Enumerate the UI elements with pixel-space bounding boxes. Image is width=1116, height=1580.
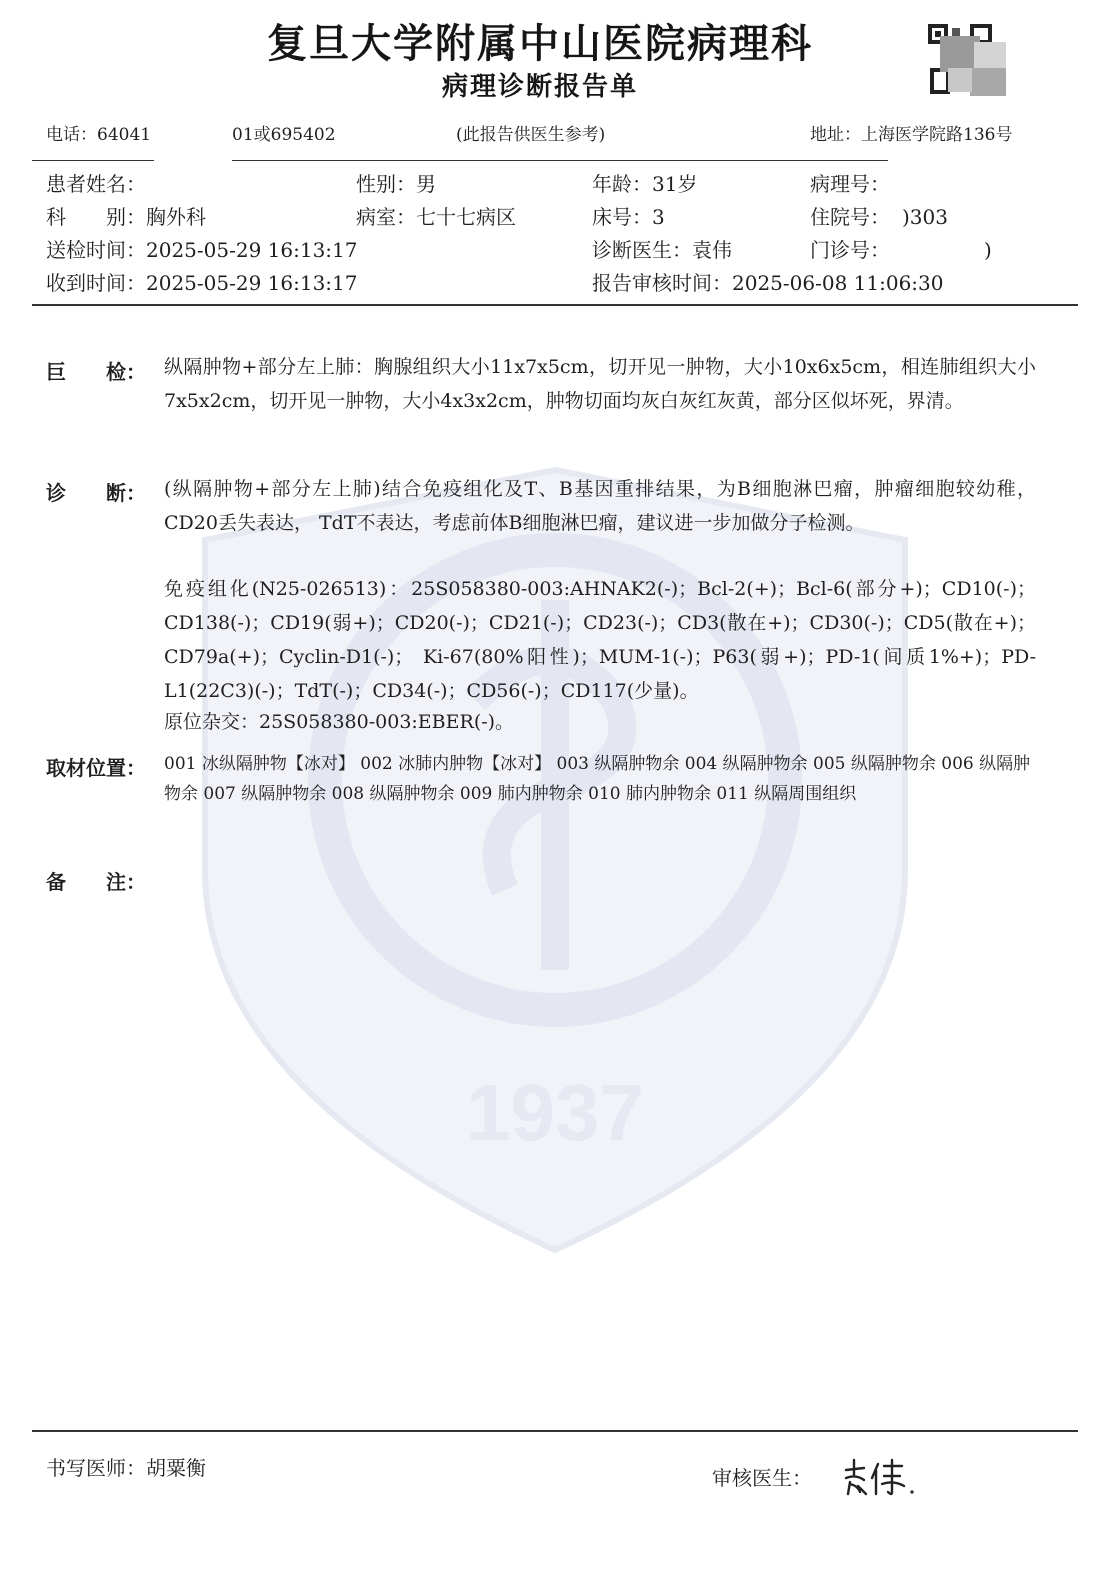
ward-value: 七十七病区 (416, 205, 516, 229)
patient-gender (356, 168, 436, 197)
gender-value: 男 (416, 172, 436, 196)
bed-label: 床号： (592, 205, 652, 229)
phone-number: 电话：64041 (46, 125, 152, 145)
bed-number (592, 201, 665, 230)
gross-label: 巨 检： (46, 360, 146, 384)
patient-name (46, 168, 146, 197)
outpatient-number-label: 门诊号： (810, 238, 880, 262)
writer-label: 书写医师： (46, 1456, 146, 1480)
remarks-label: 备 注： (46, 870, 146, 894)
header-rule-right (232, 160, 888, 161)
reference-note: (此报告供医生参考) (456, 125, 606, 145)
patient-name-label: 患者姓名： (46, 172, 146, 196)
sent-time-value: 2025-05-29 16:13:17 (146, 238, 358, 262)
outpatient-number (810, 234, 992, 263)
outpatient-number-value: ) (984, 238, 992, 262)
admission-number (810, 201, 948, 230)
phone-number-rest: 01或695402 (232, 125, 336, 145)
reviewing-doctor-label: 审核医生： (712, 1466, 812, 1490)
writer-value: 胡粟衡 (146, 1456, 206, 1480)
writing-doctor (46, 1452, 206, 1481)
hospital-title: 复旦大学附属中山医院病理科 (267, 20, 813, 67)
pathology-number (810, 168, 890, 197)
sent-time-label: 送检时间： (46, 238, 146, 262)
admission-number-value: )303 (902, 205, 948, 229)
qr-code-icon (928, 24, 1006, 96)
age-value: 31岁 (652, 172, 698, 196)
admission-number-label: 住院号： (810, 205, 880, 229)
department-label: 科 别： (46, 205, 146, 229)
in-situ-hybridization-text: 原位杂交：25S058380-003:EBER(-)。 (164, 711, 515, 733)
review-time-label: 报告审核时间： (592, 271, 732, 295)
review-time-value: 2025-06-08 11:06:30 (732, 271, 944, 295)
gross-text: 纵隔肿物+部分左上肺：胸腺组织大小11x7x5cm，切开见一肿物，大小10x6x5cm，相连肺组织大小7x5x2cm，切开见一肿物，大小4x3x2cm，肿物切面均灰白灰红灰黄，部分区似坏死，界清。 (164, 356, 1036, 412)
footer-rule (32, 1430, 1078, 1432)
gender-label: 性别： (356, 172, 416, 196)
department (46, 201, 206, 230)
received-time (46, 267, 358, 296)
ward-label: 病室： (356, 205, 416, 229)
info-rule (32, 304, 1078, 306)
watermark-year: 1937 (466, 1068, 644, 1157)
sampling-label: 取材位置： (46, 756, 146, 780)
sampling-text: 001 冰纵隔肿物【冰对】 002 冰肺内肿物【冰对】 003 纵隔肿物余 004 纵隔肿物余 005 纵隔肿物余 006 纵隔肿物余 007 纵隔肿物余 008 纵隔肿物余 009 肺内肿物余 010 肺内肿物余 011 纵隔周围组织 (164, 754, 1031, 804)
diagnosis-label: 诊 断： (46, 481, 146, 505)
department-value: 胸外科 (146, 205, 206, 229)
received-time-label: 收到时间： (46, 271, 146, 295)
pathology-number-label: 病理号： (810, 172, 890, 196)
patient-age (592, 168, 697, 197)
hospital-address: 地址：上海医学院路136号 (810, 125, 1013, 145)
doctor-label: 诊断医生： (592, 238, 692, 262)
immunohistochemistry-text: 免疫组化(N25-026513)：25S058380-003:AHNAK2(-)；Bcl-2(+)；Bcl-6(部分+)；CD10(-)；CD138(-)；CD19(弱+)；CD20(-)；CD21(-)；CD23(-)；CD3(散在+)；CD30(-)；CD5(散在+)；CD79a(+)；Cyclin-D1(-)； Ki-67(80%阳性)；MUM-1(-)；P63(弱+)；PD-1(间质1%+)；PD-L1(22C3)(-)；TdT(-)；CD34(-)；CD56(-)；CD117(少量)。 (164, 578, 1036, 702)
diagnosing-doctor (592, 234, 732, 263)
header-rule-left (32, 160, 154, 161)
diagnosis-text: (纵隔肿物+部分左上肺)结合免疫组化及T、B基因重排结果，为B细胞淋巴瘤，肿瘤细胞较幼稚， CD20丢失表达， TdT不表达，考虑前体B细胞淋巴瘤，建议进一步加做分子检测。 (164, 478, 1036, 534)
ward (356, 201, 516, 230)
reviewer-signature (840, 1456, 920, 1498)
bed-value: 3 (652, 205, 665, 229)
review-time (592, 267, 944, 296)
age-label: 年龄： (592, 172, 652, 196)
received-time-value: 2025-05-29 16:13:17 (146, 271, 358, 295)
doctor-value: 袁伟 (692, 238, 732, 262)
sent-time (46, 234, 358, 263)
report-title: 病理诊断报告单 (441, 72, 638, 102)
